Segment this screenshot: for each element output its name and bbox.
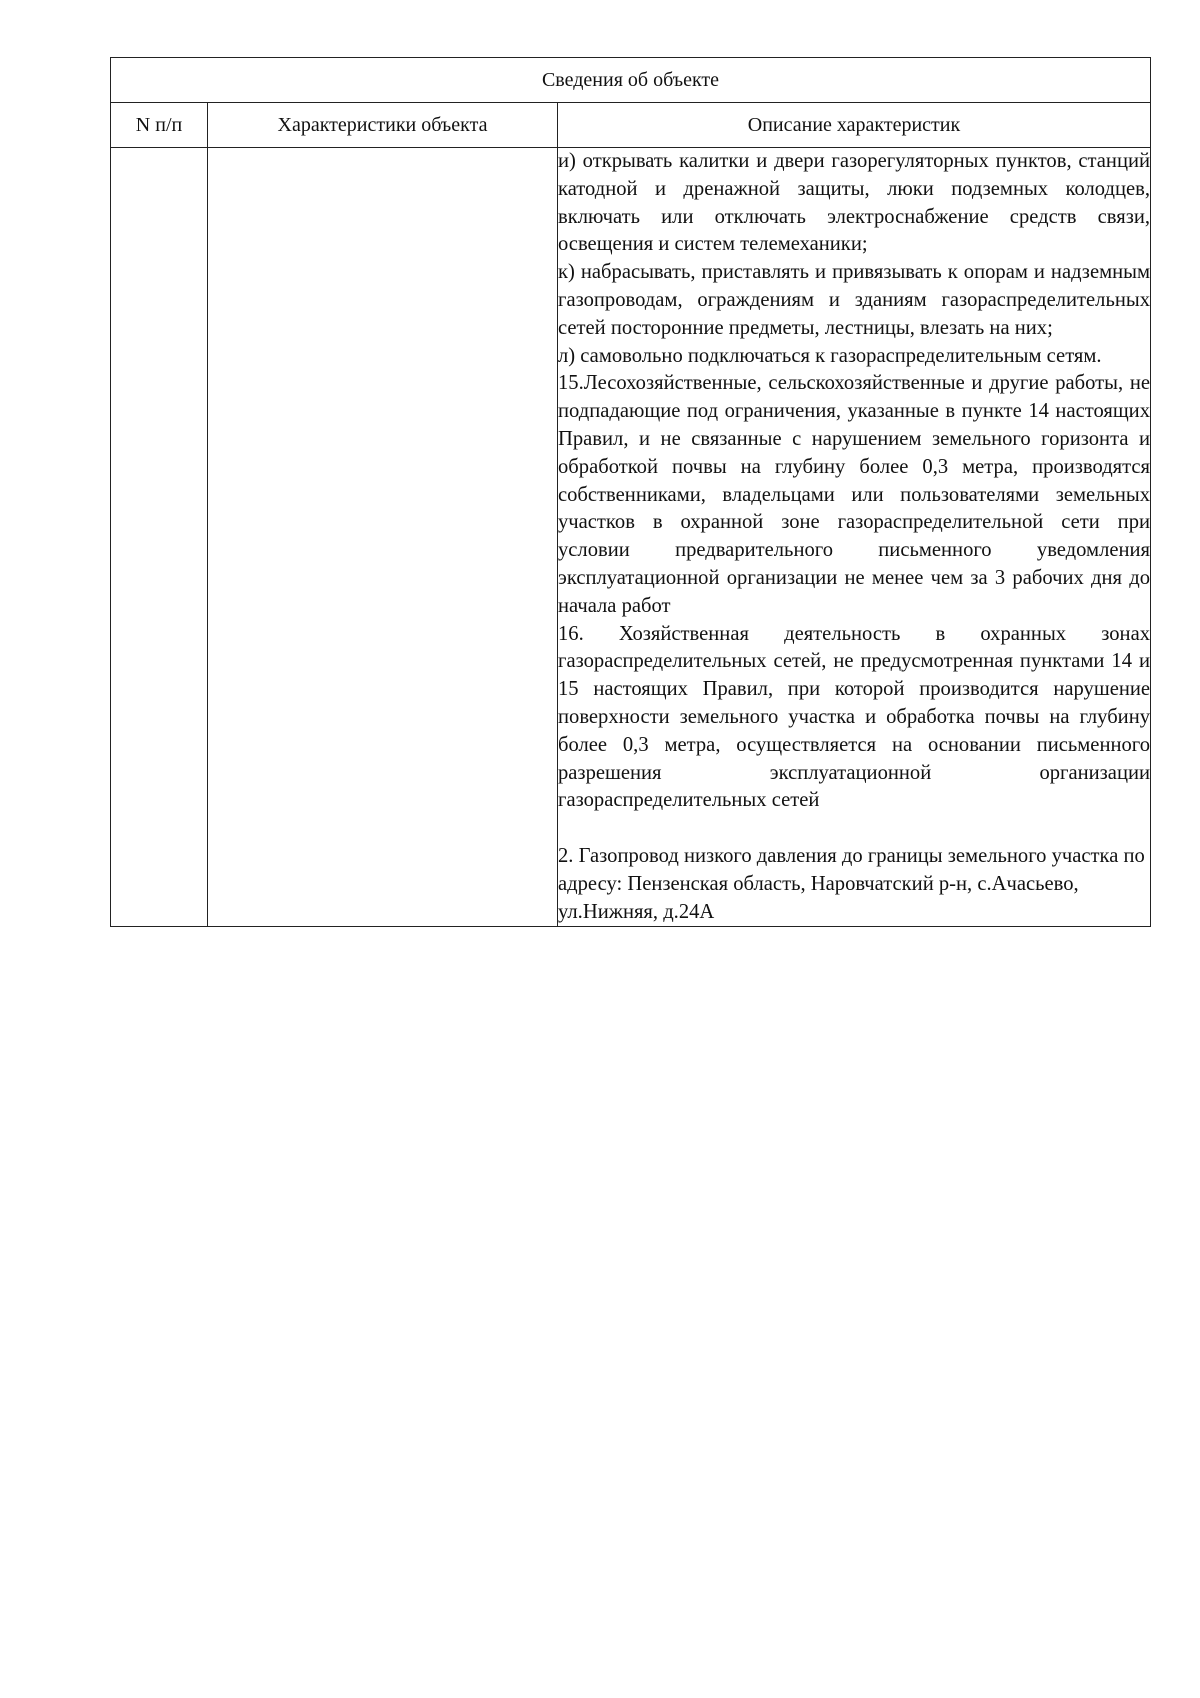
cell-characteristics [208, 148, 558, 927]
paragraph-item-l: л) самовольно подключаться к газораспределительным сетям. [558, 344, 1102, 367]
table-title: Сведения об объекте [111, 58, 1151, 103]
paragraph-gas-pipeline: 2. Газопровод низкого давления до границы земельного участка по адресу: Пензенская область, Наровчатский р-н, с.Ачасьево, ул.Нижняя, д.24А [558, 844, 1145, 923]
paragraph-item-i: и) открывать калитки и двери газорегуляторных пунктов, станций катодной и дренажной защиты, люки подземных колодцев, включать или отключать электроснабжение средств связи, освещения и систем телемеханики; [558, 150, 1151, 256]
paragraph-spacer [558, 815, 1150, 843]
cell-description [558, 148, 1151, 927]
table-title-row [111, 58, 1151, 103]
paragraph-item-k: к) набрасывать, приставлять и привязывать к опорам и надземным газопроводам, ограждениям и зданиям газораспределительных сетей посторонние предметы, лестницы, влезать на них; [558, 261, 1151, 339]
table-header-row [111, 103, 1151, 148]
header-description: Описание характеристик [558, 103, 1151, 148]
object-info-table [110, 57, 1151, 927]
header-characteristics: Характеристики объекта [208, 103, 558, 148]
paragraph-item-15: 15.Лесохозяйственные, сельскохозяйственные и другие работы, не подпадающие под ограничения, указанные в пункте 14 настоящих Правил, и не связанные с нарушением земельного горизонта и обработкой почвы на глубину более 0,3 метра, производятся собственниками, владельцами или пользователями земельных участков в охранной зоне газораспределительной сети при условии предварительного письменного уведомления эксплуатационной организации не менее чем за 3 рабочих дня до начала работ [558, 372, 1151, 617]
header-number: N п/п [111, 103, 208, 148]
cell-number [111, 148, 208, 927]
paragraph-item-16: 16. Хозяйственная деятельность в охранных зонах газораспределительных сетей, не предусмотренная пунктами 14 и 15 настоящих Правил, при которой производится нарушение поверхности земельного участка и обработка почвы на глубину более 0,3 метра, осуществляется на основании письменного разрешения эксплуатационной организации газораспределительных сетей [558, 622, 1151, 812]
table-row [111, 148, 1151, 927]
